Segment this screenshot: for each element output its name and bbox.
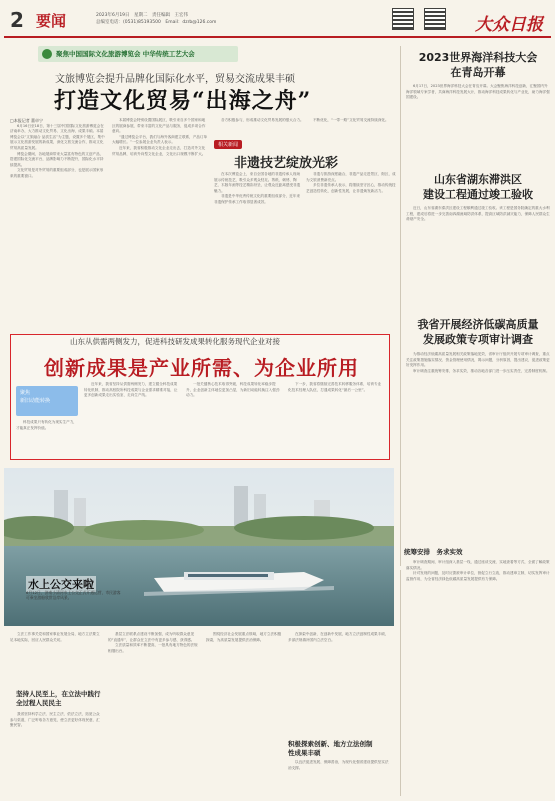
lower-headline-b: 坚持人民至上，在立法中践行全过程人民民主 (16, 690, 101, 707)
column-divider (400, 570, 401, 796)
lower-column-5: 在探索中创新，在创新中发展，地方立法创制性成果丰硕，多部法规填补国内立法空白。 (288, 632, 389, 642)
feature-tag-label: 聚焦 新旧动能转换 (20, 390, 51, 404)
lead-headline: 打造文化贸易“出海之舟” (54, 88, 312, 114)
related-headline: 非遗技艺绽放光彩 (234, 156, 339, 171)
newspaper-logo: 大众日报 (475, 15, 543, 35)
right-headline-1-line-1: 2023世界海洋科技大会 (418, 51, 538, 64)
qr-code-icon (392, 8, 414, 30)
lead-column-4: 不断优化，“一带一路”文化贸易交流持续深化。 (313, 118, 389, 122)
right-article-1: 6月17日，2023世界海洋科技大会在青岛开幕。大会聚焦海洋科技创新，汇聚国内外海洋领域专家学者，共商海洋科技发展大计，推动海洋科技成果转化与产业化，助力海洋强国建设。 (406, 84, 550, 100)
related-column-1: 在本次博览会上，来自全国各地的非遗传承人现场展示传统技艺，吸引众多观众驻足。剪纸、刺绣、陶艺、木版年画等技艺精彩纷呈，让观众近距离感受非遗魅力。 非遗是中华优秀传统文化的重要组成部分，近年来非遗保护传承工作取得显著成效。 (214, 172, 301, 204)
lower-column-4: 围绕经济社会发展重点领域，地方立法积极探索，为高质量发展提供法治保障。 (206, 632, 282, 642)
section-title: 要闻 (36, 12, 67, 30)
page-number: 2 (10, 8, 24, 32)
right-headline-3-line-1: 我省开展经济低碳高质量 (417, 318, 539, 331)
banner-label: 聚焦中国国际文化旅游博览会 中华传统工艺大会 (56, 50, 195, 58)
feature-headline: 创新成果是产业所需、为企业所用 (44, 356, 359, 380)
lower-column-2: 我省坚持科学立法、民主立法、依法立法，拓宽公众参与渠道，广泛听取各方意见，使立法更好体现民意、汇聚民智。 (10, 712, 100, 728)
right-article-3: 为推动经济低碳高质量发展相关政策落地见效，省审计厅组织开展专项审计调查，重点关注政策措施落实情况、资金管理使用情况，揭示问题，分析原因，提出建议，促进政策更好发挥作用。 审计调查注重统筹安排，务求实效，推动各地各部门进一步压实责任，完善制度机制。 (406, 352, 550, 373)
right-headline-2 (404, 172, 552, 202)
column-divider (400, 46, 401, 566)
feature-column-2: 近年来，我省坚持从供需两侧发力，建立健全科技成果转化机制，推动高校院所科技成果与企业需求精准对接，让更多创新成果走出实验室、走向生产线。 (84, 382, 178, 398)
feature-subtitle: 山东从供需两侧发力，促进科技研发成果转化服务现代企业对接 (70, 337, 280, 346)
photo-caption-headline: 水上公交来啦 (28, 578, 94, 591)
related-news-tag: 相关新闻 (214, 140, 242, 149)
right-headline-2-line-2: 建设工程通过竣工验收 (423, 188, 533, 201)
lead-column-3: 各方积极参与，形成推动文化贸易发展的强大合力。 (221, 118, 304, 122)
lower-column-1: 立法工作事关党和国家事业发展全局，地方立法要立足本地实际，回应人民群众关切。 (10, 632, 100, 642)
right-headline-3 (404, 317, 552, 347)
masthead-meta (96, 12, 246, 26)
right-brief-headline: 统筹安排 务求实效 (404, 548, 463, 556)
river-photo-image (4, 468, 394, 626)
qr-code-icon (424, 8, 446, 30)
right-article-2: 近日，山东省湖东滞洪区建设工程顺利通过竣工验收。该工程是国务院确定的重大水利工程，建成后将进一步完善南四湖流域防洪体系，提高区域防洪减灾能力，保障人民群众生命财产安全。 (406, 206, 550, 222)
news-photo (4, 468, 394, 626)
lead-column-1: □本报记者 董卓宁 6月16日至18日，第十三届中国国际文化旅游博览会在济南举办，大力推动文化贸易、文化出海，成果丰硕。本届博览会以“文旅融合 品质生活”为主题，设置多个展区，集中展示文化旅游发展的新成果，深化文旅交流合作，推动文化贸易高质量发展。 博览会期间，各地展商带来大量富有特色的文创产品，搭建国际化交流平台，品牌影响力不断提升，国际化水平持续提高。 文化贸易是对外贸易的重要组成部分，也是展示国家形象的重要窗口。 (10, 118, 105, 178)
right-headline-1-line-2: 在青岛开幕 (450, 66, 506, 79)
meta-line-2: 总编室电话：(0531)85193500 Email：dzrb@126.com (96, 20, 217, 25)
lower-column-3: 基层立法联系点建设不断加强，成为听取群众意见的“直通车”，让群众在立法中有更多参与感、获得感。 立法质量和效率不断提高，一批具有地方特色的法规相继出台。 (108, 632, 198, 653)
event-banner (38, 46, 238, 62)
right-article-4: 审计调查期间，审计组深入基层一线，通过座谈交流、实地查看等方式，全面了解政策落实情况。 针对发现的问题，及时反馈被审计单位，督促立行立改，推动建章立制，切实发挥审计监督作用，为全省经济绿色低碳高质量发展提供有力保障。 (406, 560, 550, 581)
right-headline-1 (404, 50, 552, 80)
lead-byline: □本报记者 董卓宁 (10, 118, 44, 123)
masthead (4, 4, 551, 38)
feature-column-4: 下一步，我省将继续完善技术转移服务体系，培育专业化技术经理人队伍，打通成果转化“最后一公里”。 (288, 382, 382, 392)
right-headline-2-line-1: 山东省湖东滞洪区 (434, 173, 522, 186)
feature-column-3: 一批关键核心技术取得突破，科技成果转化率稳步提升，企业创新主体地位更加凸显，为新旧动能转换注入强劲动力。 (186, 382, 280, 398)
meta-line-1: 2023年6月19日 星期二 责任编辑 王宏伟 (96, 13, 189, 18)
feature-tag (16, 386, 78, 416)
lead-column-2: 本届博览会特别设置国际展区，吸引来自多个国家和地区的展商参展，带来丰富的文化产品与服务，促成多项合作意向。 “通过博览会平台，我们与海外客商建立联系，产品订单大幅增长。”一位参展企业负责人表示。 近年来，我省积极推动文化企业走出去，打造对外文化贸易品牌，培育外向型文化企业，文化出口规模不断扩大。 (112, 118, 208, 156)
lower-column-6: 以良法促进发展、保障善治，为现代化强省建设提供坚实法治支撑。 (288, 760, 389, 770)
feature-column-1: 科技成果只有转化为现实生产力，才能真正发挥价值。 (16, 420, 77, 430)
lead-subtitle: 文旅博览会提升品牌化国际化水平，贸易交流成果丰硕 (55, 74, 295, 85)
right-headline-3-line-2: 发展政策专项审计调查 (423, 333, 533, 346)
lower-headline-a: 积极探索创新、地方立法创制性成果丰硕 (288, 740, 373, 757)
photo-caption-text: 6月12日，济南小清河水上公交正式开通运营，市民游客可乘坐游船欣赏沿岸风景。 (26, 590, 121, 601)
leaf-icon (42, 49, 52, 59)
related-column-2: 非遗与旅游深度融合，非遗产品走进景区、街区，成为文旅消费新亮点。 多位非遗传承人表示，将继续坚守匠心，推动传统技艺创造性转化、创新性发展，让非遗焕发新活力。 (306, 172, 396, 193)
